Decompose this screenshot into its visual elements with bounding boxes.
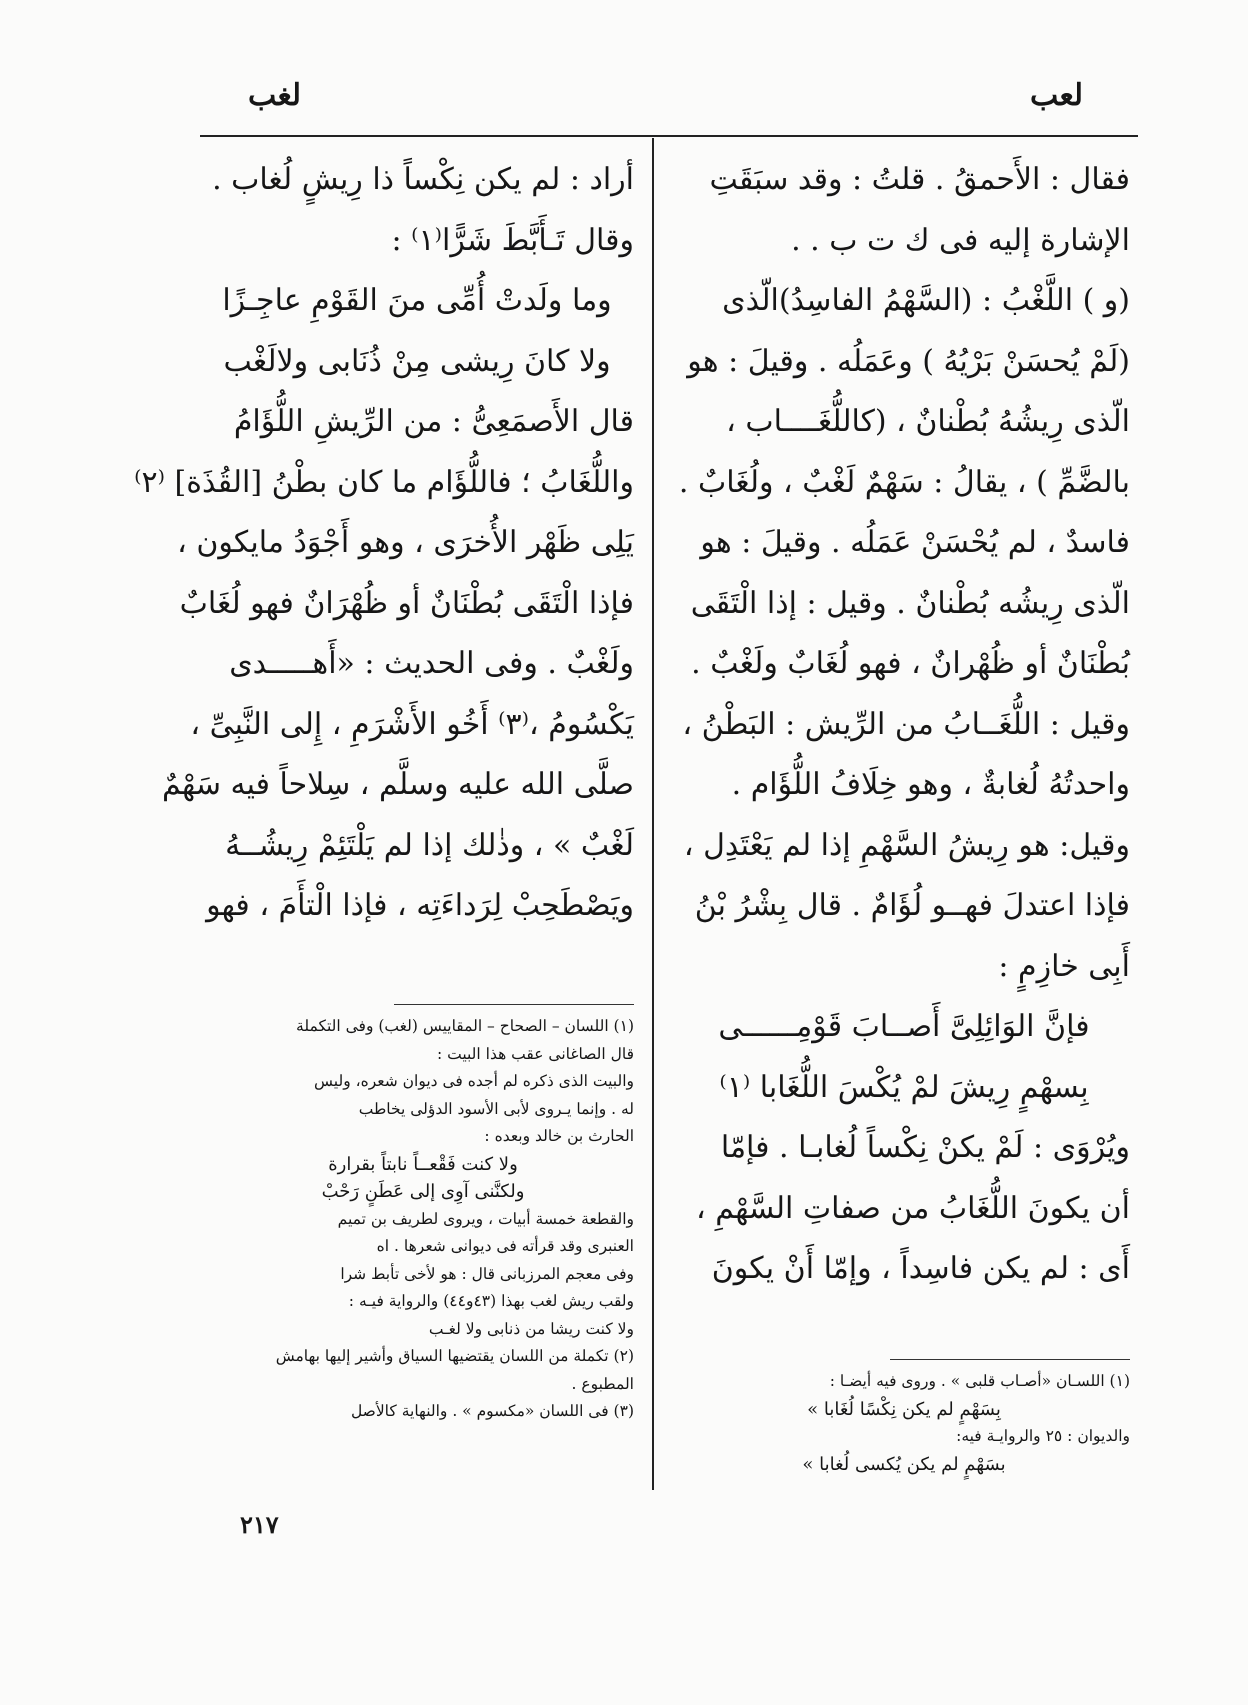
text-line: أراد : لم يكن نِكْساً ذا رِيشٍ لُغاب . <box>212 162 634 197</box>
right-column <box>678 150 1130 1300</box>
text-line: الإشارة إليه فى ك ت ب . . <box>791 222 1130 258</box>
text-line: (لَمْ يُحسَنْ بَرْيُهُ ) وعَمَلُه . وقيلَ : هو <box>687 343 1130 379</box>
text-line: ولَغْبٌ . وفى الحديث : «أَهـــــدى <box>229 646 634 681</box>
text-line: أَى : لم يكن فاسِداً ، وإمّا أَنْ يكونَ <box>711 1251 1130 1286</box>
text-line: الّذى رِيشُهُ بُطْنانٌ ، (كاللُّغَــــاب ، <box>726 404 1130 439</box>
text-line: واللُّغَابُ ؛ فاللُّؤَام ما كان بطْنُ [القُذَة] ⁽٢⁾ <box>134 464 634 500</box>
footnote-line: (٣) فى اللسان «مكسوم » . والنهاية كالأصل <box>350 1402 634 1420</box>
text-line: قال الأَصمَعِىُّ : من الرِّيشِ اللُّؤَامُ <box>233 404 634 439</box>
header-rule <box>200 135 1138 137</box>
column-divider <box>652 138 654 1490</box>
text-line: يَكْسُومُ ،⁽٣⁾ أَخُو الأَشْرَمِ ، إِلى النَّبِىِّ ، <box>190 706 634 742</box>
footnote-line: له . وإنما يـروى لأبى الأسود الدؤلى يخاطب <box>358 1099 634 1118</box>
text-line: أن يكونَ اللُّغَابُ من صفاتِ السَّهْمِ ، <box>696 1190 1130 1226</box>
text-line: فاسدٌ ، لم يُحْسَنْ عَمَلُه . وقيلَ : هو <box>700 525 1130 560</box>
left-column <box>134 150 634 937</box>
footnote-line: العنبرى وقد قرأته فى ديوانى شعرها . اه <box>376 1237 634 1255</box>
verse-line: فإنَّ الوَائِلِىَّ أَصــابَ قَوْمِــــــى <box>718 1009 1090 1044</box>
footnote-rule <box>394 1004 634 1005</box>
footnote-verse: ولا كنت فَقْعــاً نابتاً بقرارة <box>328 1153 518 1175</box>
left-footnotes <box>212 990 634 1426</box>
right-footnotes <box>678 1345 1130 1478</box>
text-line: وقيل : اللُّغَــابُ من الرِّيش : البَطْنُ ، <box>682 706 1130 742</box>
footnote-line: (١) اللسـان «أصـاب قلبى » . وروى فيه أيضـا : <box>829 1372 1130 1390</box>
text-line: ويُرْوَى : لَمْ يكنْ نِكْساً لُغابـا . فإمّا <box>720 1130 1130 1165</box>
running-head-right: لعب <box>1030 78 1084 113</box>
verse-line: ولا كانَ رِيشى مِنْ ذُنَابى ولالَغْب <box>223 343 611 379</box>
footnote-line: ولا كنت ريشا من ذنابى ولا لغـب <box>428 1319 634 1338</box>
text-line: لَغْبٌ » ، وذٰلك إذا لم يَلْتَئِمْ رِيشُــهُ <box>225 827 634 863</box>
footnote-line: والبيت الذى ذكره لم أجده فى ديوان شعره، وليس <box>314 1072 634 1090</box>
text-line: (و ) اللَّغْبُ : (السَّهْمُ الفاسِدُ)الّذى <box>722 283 1130 318</box>
footnote-line: وفى معجم المرزبانى قال : هو لأخى تأبط شرا <box>340 1264 634 1283</box>
footnote-line: والقطعة خمسة أبيات ، ويروى لطريف بن تميم <box>337 1209 634 1228</box>
footnote-line: والديوان : ٢٥ والروايـة فيه: <box>956 1427 1130 1445</box>
footnote-line: ولقب ريش لغب بهذا (٤٣و٤٤) والرواية فيـه : <box>348 1292 634 1310</box>
text-line: بُطْنَانٌ أو ظُهْرانٌ ، فهو لُغَابٌ ولَغْبٌ . <box>691 646 1130 681</box>
text-line: الّذى رِيشُه بُطْنانٌ . وقيل : إذا الْتَقَى <box>690 585 1130 621</box>
running-head-left: لغب <box>248 78 302 113</box>
footnote-line: (٢) تكملة من اللسان يقتضيها السياق وأشير إليها بهامش <box>275 1347 634 1365</box>
footnote-verse: بِسَهْمٍ لم يكن نِكْسًا لُغَابا » <box>807 1398 1001 1420</box>
page-number: ٢١٧ <box>240 1510 279 1539</box>
text-line: أَبِى خازِمٍ : <box>998 948 1130 984</box>
footnote-rule <box>890 1359 1130 1360</box>
text-line: صلَّى الله عليه وسلَّم ، سِلاحاً فيه سَهْمٌ <box>162 767 634 802</box>
footnote-line: المطبوع . <box>571 1374 634 1393</box>
text-line: يَلِى ظَهْر الأُخرَى ، وهو أَجْوَدُ مايكون ، <box>177 525 634 560</box>
text-line: واحدتُهُ لُغابةٌ ، وهو خِلَافُ اللُّؤَام . <box>731 767 1130 802</box>
text-line: فإذا الْتَقَى بُطْنَانٌ أو ظُهْرَانٌ فهو لُغَابٌ <box>179 585 634 621</box>
footnote-line: الحارث بن خالد وبعده : <box>484 1127 634 1145</box>
text-line: بالضَّمِّ ) ، يقالُ : سَهْمٌ لَغْبٌ ، ولُغَابٌ . <box>678 464 1130 500</box>
text-line: وقال تَـأَبَّطَ شَرًّا⁽١⁾ : <box>391 222 634 258</box>
verse-line: بِسهْمٍ رِيشَ لمْ يُكْسَ اللُّغَابا ⁽١⁾ <box>719 1069 1089 1105</box>
text-line: فإذا اعتدلَ فهــو لُؤَامٌ . قال بِشْرُ بْنُ <box>694 888 1130 923</box>
footnote-line: قال الصاغانى عقب هذا البيت : <box>436 1044 634 1063</box>
footnote-verse: بسَهْمٍ لم يكن يُكسى لُغابا » <box>802 1453 1006 1475</box>
verse-line: وما ولَدتْ أُمِّى منَ القَوْمِ عاجِـزًا <box>222 283 612 318</box>
footnote-verse: ولكنَّنى آوِى إلى عَطَنٍ رَحْبْ <box>321 1181 525 1202</box>
text-line: فقال : الأَحمقُ . قلتُ : وقد سبَقَتِ <box>709 162 1130 197</box>
text-line: ويَصْطَحِبْ لِرَداءَتِه ، فإذا الْتأَمَ ، فهو <box>206 888 634 923</box>
text-line: وقيل: هو رِيشُ السَّهْمِ إذا لم يَعْتَدِل ، <box>683 827 1130 863</box>
footnote-line: (١) اللسان – الصحاح – المقاييس (لغب) وفى التكملة <box>296 1017 634 1035</box>
